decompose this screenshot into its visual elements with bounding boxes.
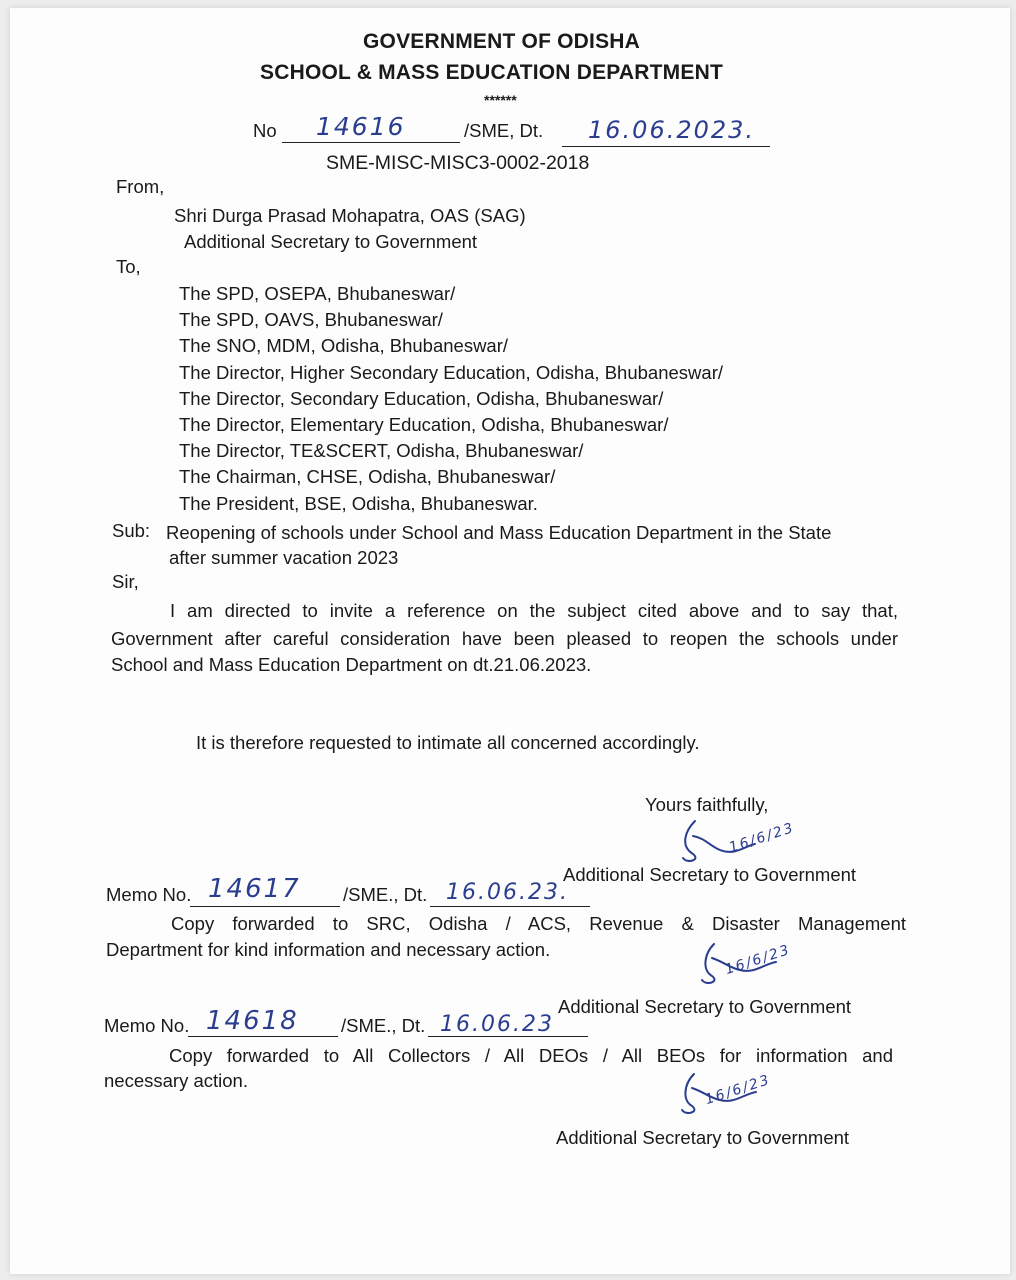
header-government: GOVERNMENT OF ODISHA <box>363 30 641 53</box>
salutation: Sir, <box>112 571 139 592</box>
signature-3-date: 16/6/23 <box>703 1071 773 1109</box>
recipient-8: The Chairman, CHSE, Odisha, Bhubaneswar/ <box>179 466 556 487</box>
request-line: It is therefore requested to intimate all concerned accordingly. <box>196 732 700 753</box>
memo-1-date-underline <box>430 906 590 907</box>
ref-no-label: No <box>253 120 277 141</box>
memo-1-copy-line-2: Department for kind information and necessary action. <box>106 939 551 960</box>
ref-office-label: /SME, Dt. <box>464 120 544 141</box>
from-designation: Additional Secretary to Government <box>184 231 478 252</box>
to-label: To, <box>116 256 141 277</box>
recipient-4: The Director, Higher Secondary Education, Odisha, Bhubaneswar/ <box>179 362 723 383</box>
ref-no-underline <box>282 142 460 143</box>
subject-label: Sub: <box>112 520 151 541</box>
memo-1-date: 16.06.23. <box>446 880 569 905</box>
ref-date-handwritten: 16.06.2023. <box>588 116 756 144</box>
header-department: SCHOOL & MASS EDUCATION DEPARTMENT <box>260 61 723 84</box>
memo-1-office: /SME., Dt. <box>343 884 428 905</box>
body-line-1: I am directed to invite a reference on the subject cited above and to say that, <box>170 600 898 621</box>
recipient-9: The President, BSE, Odisha, Bhubaneswar. <box>179 493 538 514</box>
memo-2-designation: Additional Secretary to Government <box>556 1127 850 1148</box>
memo-1-no-underline <box>190 906 340 907</box>
memo-2-date: 16.06.23 <box>440 1012 554 1037</box>
memo-2-copy-line-1: Copy forwarded to All Collectors / All DEOs / All BEOs for information and <box>169 1045 893 1066</box>
signature-1-date: 16/6/23 <box>727 819 797 857</box>
memo-1-label: Memo No. <box>106 884 192 905</box>
recipient-1: The SPD, OSEPA, Bhubaneswar/ <box>179 283 456 304</box>
from-label: From, <box>116 176 165 197</box>
letter-page <box>10 8 1010 1274</box>
recipient-2: The SPD, OAVS, Bhubaneswar/ <box>179 309 443 330</box>
closing: Yours faithfully, <box>645 794 769 815</box>
memo-2-number: 14618 <box>206 1006 299 1036</box>
memo-2-office: /SME., Dt. <box>341 1015 426 1036</box>
memo-1-designation: Additional Secretary to Government <box>558 996 852 1017</box>
signoff-designation: Additional Secretary to Government <box>563 864 857 885</box>
memo-2-label: Memo No. <box>104 1015 190 1036</box>
body-line-2: Government after careful consideration have been pleased to reopen the schools under <box>111 628 898 649</box>
subject-line-2: after summer vacation 2023 <box>169 547 399 568</box>
recipient-5: The Director, Secondary Education, Odisha, Bhubaneswar/ <box>179 388 664 409</box>
memo-2-copy-line-2: necessary action. <box>104 1070 248 1091</box>
signature-2-date: 16/6/23 <box>723 941 793 979</box>
ref-no-handwritten: 14616 <box>316 112 406 141</box>
recipient-6: The Director, Elementary Education, Odisha, Bhubaneswar/ <box>179 414 669 435</box>
ref-date-underline <box>562 146 770 147</box>
memo-1-number: 14617 <box>208 874 301 904</box>
memo-1-copy-line-1: Copy forwarded to SRC, Odisha / ACS, Revenue & Disaster Management <box>171 913 906 934</box>
from-name: Shri Durga Prasad Mohapatra, OAS (SAG) <box>174 205 526 226</box>
body-line-3: School and Mass Education Department on dt.21.06.2023. <box>111 654 592 675</box>
recipient-7: The Director, TE&SCERT, Odisha, Bhubaneswar/ <box>179 440 584 461</box>
file-number: SME-MISC-MISC3-0002-2018 <box>326 152 590 174</box>
subject-line-1: Reopening of schools under School and Mass Education Department in the State <box>166 522 832 543</box>
memo-2-no-underline <box>188 1036 338 1037</box>
recipient-3: The SNO, MDM, Odisha, Bhubaneswar/ <box>179 335 509 356</box>
header-stars: ****** <box>484 92 517 108</box>
